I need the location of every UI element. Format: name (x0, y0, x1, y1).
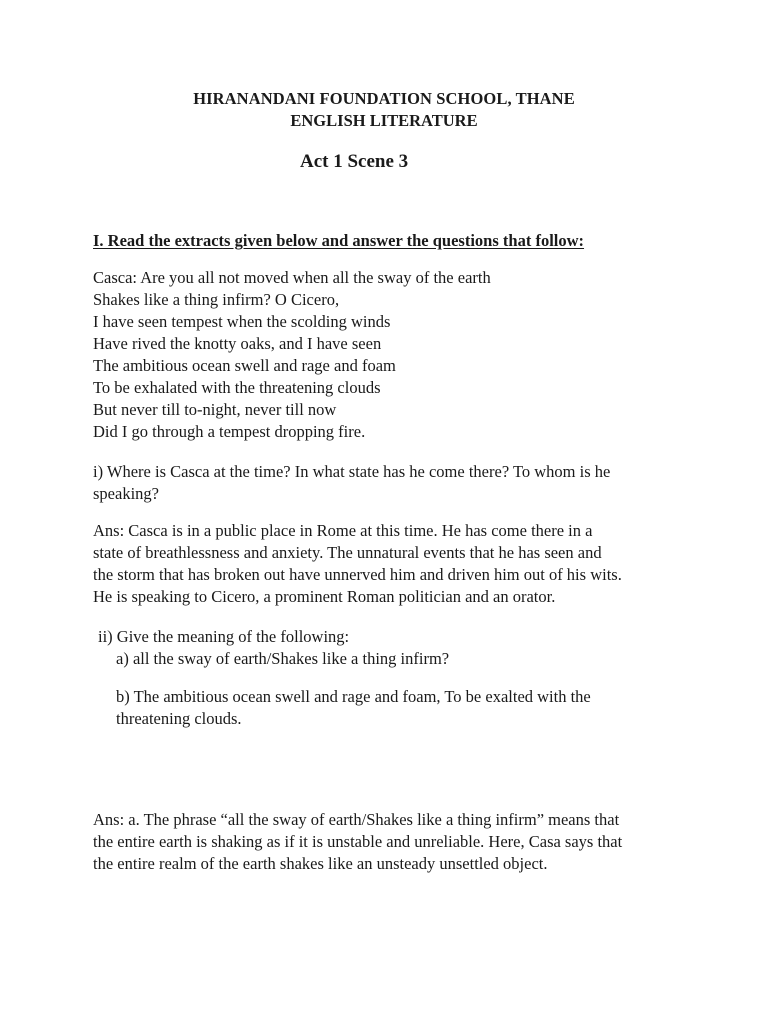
answer-line: He is speaking to Cicero, a prominent Roman politician and an orator. (93, 587, 556, 606)
question-2 (98, 626, 698, 648)
subject-title: ENGLISH LITERATURE (290, 111, 478, 130)
answer-line: the entire earth is shaking as if it is unstable and unreliable. Here, Casa says that (93, 832, 623, 851)
question-1 (93, 461, 693, 505)
section-instruction: I. Read the extracts given below and answer the questions that follow: (93, 231, 585, 250)
extract-line: Did I go through a tempest dropping fire. (93, 422, 366, 441)
answer-line: the entire realm of the earth shakes like an unsteady unsettled object. (93, 854, 548, 873)
question-line: a) all the sway of earth/Shakes like a thing infirm? (116, 649, 450, 668)
answer-1 (93, 520, 693, 608)
question-line: ii) Give the meaning of the following: (98, 627, 350, 646)
scene-title: Act 1 Scene 3 (300, 151, 409, 172)
extract-line: The ambitious ocean swell and rage and foam (93, 356, 396, 375)
answer-line: the storm that has broken out have unnerved him and driven him out of his wits. (93, 565, 622, 584)
extract-passage (93, 267, 693, 443)
extract-line: But never till to-night, never till now (93, 400, 337, 419)
extract-line: I have seen tempest when the scolding winds (93, 312, 391, 331)
extract-line: Casca: Are you all not moved when all the sway of the earth (93, 268, 491, 287)
question-line: i) Where is Casca at the time? In what state has he come there? To whom is he (93, 462, 611, 481)
answer-2 (93, 809, 693, 875)
question-line: threatening clouds. (116, 709, 242, 728)
question-line: speaking? (93, 484, 159, 503)
answer-line: state of breathlessness and anxiety. The unnatural events that he has seen and (93, 543, 602, 562)
extract-line: Have rived the knotty oaks, and I have seen (93, 334, 382, 353)
extract-line: To be exhalated with the threatening clouds (93, 378, 381, 397)
answer-line: Ans: Casca is in a public place in Rome at this time. He has come there in a (93, 521, 593, 540)
extract-line: Shakes like a thing infirm? O Cicero, (93, 290, 340, 309)
question-line: b) The ambitious ocean swell and rage and foam, To be exalted with the (116, 687, 591, 706)
answer-line: Ans: a. The phrase “all the sway of earth/Shakes like a thing infirm” means that (93, 810, 620, 829)
question-2b (116, 686, 716, 730)
question-2a (116, 648, 716, 670)
school-name: HIRANANDANI FOUNDATION SCHOOL, THANE (193, 89, 575, 108)
